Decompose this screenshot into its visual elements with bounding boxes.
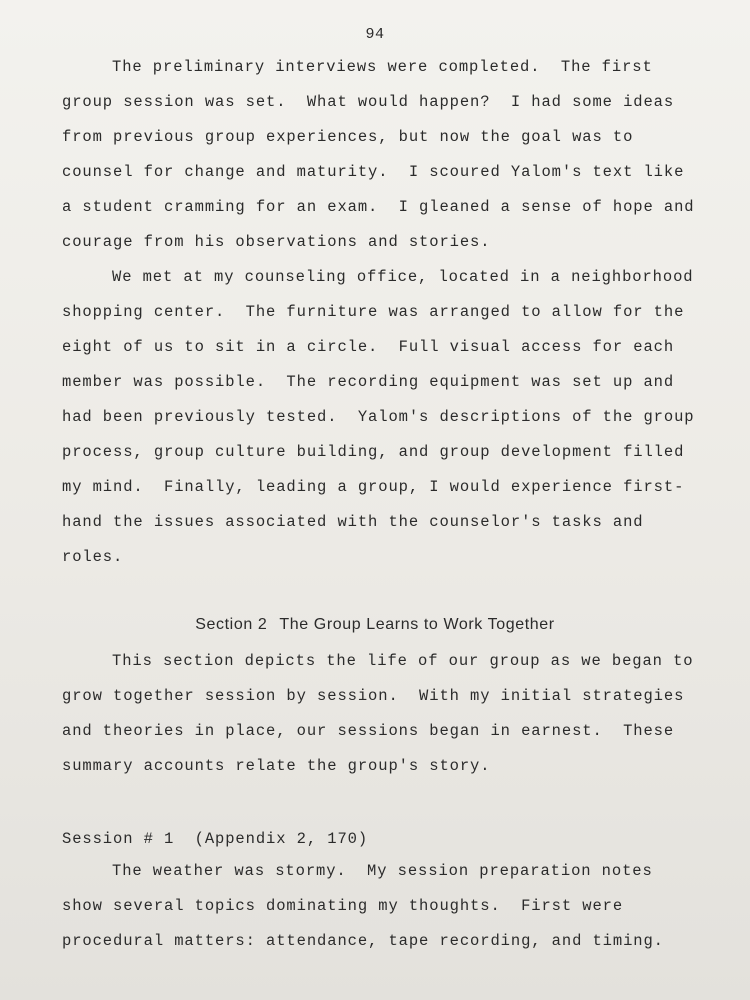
paragraph-4-line-2: show several topics dominating my thoughts. First were <box>62 897 624 915</box>
paragraph-3-line-1: This section depicts the life of our group as we began to <box>112 652 694 670</box>
paragraph-2-line-3: eight of us to sit in a circle. Full visual access for each <box>62 338 675 356</box>
paragraph-3-line-2: grow together session by session. With my initial strategies <box>62 687 685 705</box>
page-number: 94 <box>365 26 385 43</box>
paragraph-2-line-8: hand the issues associated with the counselor's tasks and <box>62 513 644 531</box>
section-number: Section 2 <box>195 616 268 633</box>
paragraph-2-line-2: shopping center. The furniture was arranged to allow for the <box>62 303 685 321</box>
paragraph-1-line-5: a student cramming for an exam. I gleaned a sense of hope and <box>62 198 695 216</box>
paragraph-1-line-1: The preliminary interviews were completed. The first <box>112 58 653 76</box>
paragraph-3-line-3: and theories in place, our sessions began in earnest. These <box>62 722 675 740</box>
paragraph-1-line-4: counsel for change and maturity. I scoured Yalom's text like <box>62 163 685 181</box>
paragraph-1-line-6: courage from his observations and stories. <box>62 233 491 251</box>
session-heading: Session # 1 (Appendix 2, 170) <box>62 830 369 848</box>
paragraph-1-line-3: from previous group experiences, but now the goal was to <box>62 128 634 146</box>
section-title: The Group Learns to Work Together <box>279 616 555 633</box>
paragraph-1-line-2: group session was set. What would happen? I had some ideas <box>62 93 675 111</box>
paragraph-2-line-6: process, group culture building, and group development filled <box>62 443 685 461</box>
paragraph-2-line-9: roles. <box>62 548 124 566</box>
paragraph-2-line-4: member was possible. The recording equipment was set up and <box>62 373 675 391</box>
paragraph-4-line-1: The weather was stormy. My session preparation notes <box>112 862 653 880</box>
paragraph-2-line-7: my mind. Finally, leading a group, I would experience first- <box>62 478 685 496</box>
section-heading <box>0 616 750 634</box>
paragraph-4-line-3: procedural matters: attendance, tape recording, and timing. <box>62 932 664 950</box>
paragraph-2-line-1: We met at my counseling office, located in a neighborhood <box>112 268 694 286</box>
paragraph-3-line-4: summary accounts relate the group's story. <box>62 757 491 775</box>
paragraph-2-line-5: had been previously tested. Yalom's descriptions of the group <box>62 408 695 426</box>
